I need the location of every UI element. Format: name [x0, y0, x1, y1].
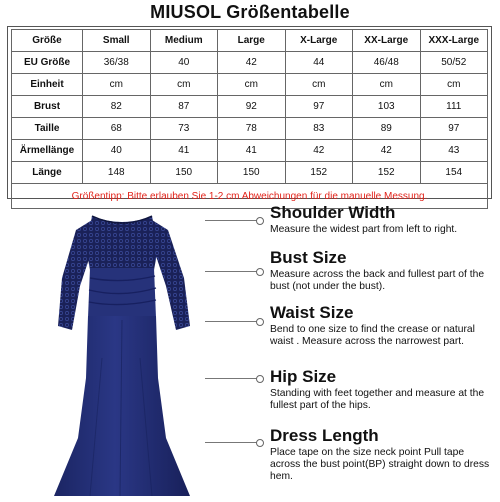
table-header: Medium: [150, 30, 218, 52]
row-label: Einheit: [12, 74, 83, 96]
table-header: XX-Large: [353, 30, 421, 52]
table-cell: 87: [150, 96, 218, 118]
table-cell: 154: [420, 162, 488, 184]
table-cell: 68: [83, 118, 151, 140]
table-cell: 42: [285, 140, 353, 162]
table-header: Large: [218, 30, 286, 52]
table-cell: cm: [285, 74, 353, 96]
table-cell: 150: [218, 162, 286, 184]
size-table: [11, 29, 488, 209]
guide-text: Standing with feet together and measure at the fullest part of the hips.: [270, 388, 485, 412]
guide-dress-length: [270, 427, 495, 484]
table-cell: 150: [150, 162, 218, 184]
row-label: Taille: [12, 118, 83, 140]
table-cell: cm: [353, 74, 421, 96]
table-header: Small: [83, 30, 151, 52]
table-row: [12, 162, 488, 184]
table-cell: 103: [353, 96, 421, 118]
table-cell: 50/52: [420, 52, 488, 74]
guide-title: Hip Size: [270, 367, 337, 386]
table-row: [12, 140, 488, 162]
table-row: [12, 96, 488, 118]
dress-illustration: [40, 208, 205, 498]
row-label: EU Größe: [12, 52, 83, 74]
row-label: Ärmellänge: [12, 140, 83, 162]
table-cell: cm: [83, 74, 151, 96]
table-row: [12, 52, 488, 74]
table-cell: 78: [218, 118, 286, 140]
guide-title: Bust Size: [270, 248, 347, 267]
table-row: [12, 118, 488, 140]
table-cell: 148: [83, 162, 151, 184]
table-cell: 152: [285, 162, 353, 184]
page-title: MIUSOL Größentabelle: [150, 2, 350, 22]
length-pointer: [205, 442, 260, 443]
table-header: XXX-Large: [420, 30, 488, 52]
table-cell: 42: [218, 52, 286, 74]
table-header-row: [12, 30, 488, 52]
table-cell: 40: [83, 140, 151, 162]
guide-text: Bend to one size to find the crease or natural waist . Measure across the narrowest part.: [270, 324, 475, 348]
table-cell: 152: [353, 162, 421, 184]
table-cell: 46/48: [353, 52, 421, 74]
table-cell: 41: [150, 140, 218, 162]
guide-hip-size: [270, 368, 495, 412]
table-cell: 83: [285, 118, 353, 140]
table-cell: 89: [353, 118, 421, 140]
guide-waist-size: [270, 304, 495, 348]
guide-text: Measure the widest part from left to right.: [270, 224, 458, 235]
row-label: Brust: [12, 96, 83, 118]
table-cell: 36/38: [83, 52, 151, 74]
guide-text: Measure across the back and fullest part of the bust (not under the bust).: [270, 269, 485, 293]
table-cell: 82: [83, 96, 151, 118]
table-cell: cm: [420, 74, 488, 96]
guide-shoulder-width: [270, 204, 495, 236]
table-cell: 44: [285, 52, 353, 74]
table-cell: cm: [218, 74, 286, 96]
guide-title: Waist Size: [270, 303, 354, 322]
table-cell: 92: [218, 96, 286, 118]
table-cell: cm: [150, 74, 218, 96]
row-label: Länge: [12, 162, 83, 184]
guide-title: Shoulder Width: [270, 203, 396, 222]
shoulder-pointer: [205, 220, 260, 221]
table-cell: 97: [420, 118, 488, 140]
table-cell: 111: [420, 96, 488, 118]
table-cell: 42: [353, 140, 421, 162]
table-header: X-Large: [285, 30, 353, 52]
table-cell: 40: [150, 52, 218, 74]
table-header: Größe: [12, 30, 83, 52]
hip-pointer: [205, 378, 260, 379]
table-cell: 43: [420, 140, 488, 162]
guide-text: Place tape on the size neck point Pull tape across the bust point(BP) straight down to dress hem.: [270, 447, 490, 483]
bust-pointer: [205, 271, 260, 272]
size-tip: Größentipp: Bitte erlauben Sie 1-2 cm Abweichungen für die manuelle Messung.: [12, 184, 488, 209]
waist-pointer: [205, 321, 260, 322]
guide-title: Dress Length: [270, 426, 379, 445]
table-row: [12, 74, 488, 96]
table-cell: 41: [218, 140, 286, 162]
dress-image: [40, 208, 205, 498]
table-cell: 73: [150, 118, 218, 140]
table-cell: 97: [285, 96, 353, 118]
guide-bust-size: [270, 249, 495, 293]
